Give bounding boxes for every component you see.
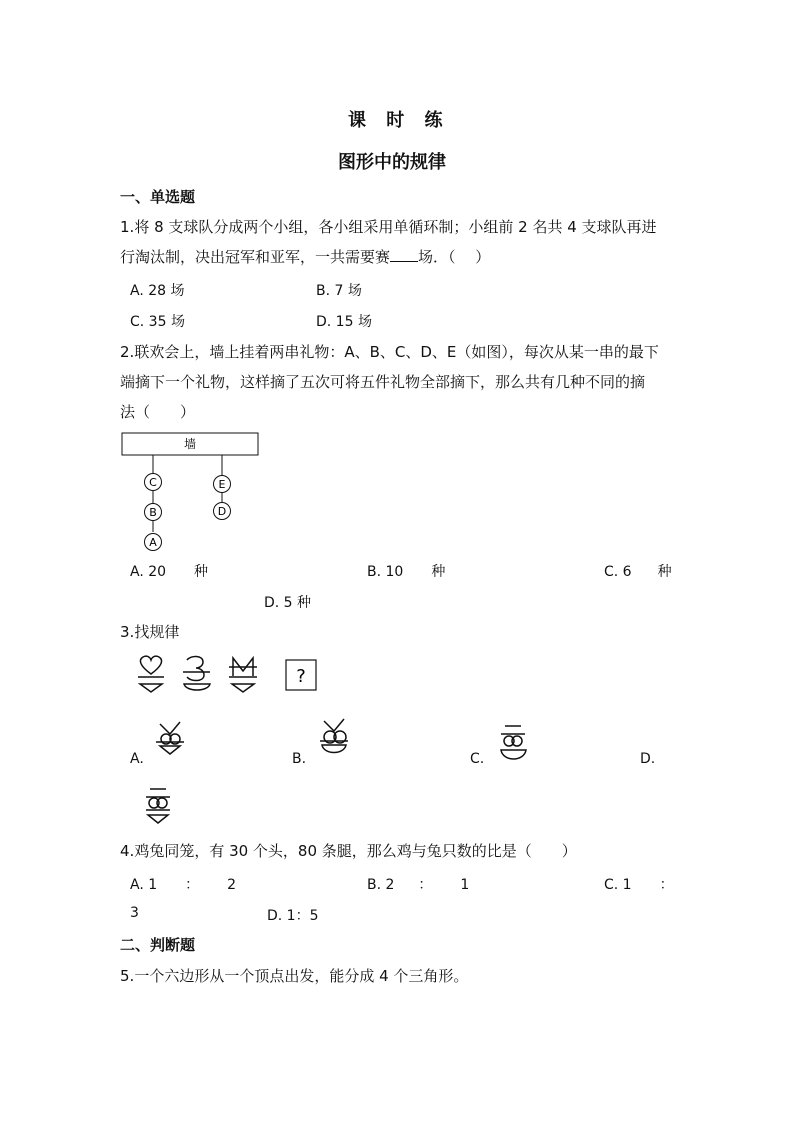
page-subtitle: 图形中的规律: [338, 152, 446, 173]
option-unit: 种: [431, 564, 446, 580]
option-d[interactable]: D. 15 场: [316, 314, 372, 330]
section-heading-single-choice: 一、单选题: [120, 188, 196, 206]
question-text: 将 8 支球队分成两个小组，各小组采用单循环制；小组前 2 名共 4 支球队再进: [134, 218, 657, 236]
question-4: [120, 836, 577, 866]
figure-three-symbol-icon: [183, 656, 210, 690]
question-text: 联欢会上，墙上挂着两串礼物：A、B、C、D、E（如图），每次从某一串的最下: [134, 343, 659, 361]
page-title: 课 时 练: [348, 110, 443, 131]
option-label: B. 10: [367, 564, 404, 580]
unknown-box: [286, 660, 316, 690]
question-number: 3.: [120, 623, 135, 641]
option-c[interactable]: C. 35 场: [130, 314, 185, 330]
question-text: 场．（ ）: [418, 248, 491, 266]
heart-symbol-icon: [138, 656, 164, 692]
option-a[interactable]: [130, 874, 236, 894]
option-unit: 种: [194, 564, 209, 580]
option-d-symbol-icon: [146, 789, 170, 823]
option-sep: ：: [185, 877, 200, 893]
option-c-continued: 3: [130, 905, 139, 921]
section-heading-true-false: 二、判断题: [120, 936, 196, 954]
question-number: 1.: [120, 218, 135, 236]
question-text: 一个六边形从一个顶点出发，能分成 4 个三角形。: [134, 967, 469, 985]
gift-b-label: B: [149, 506, 157, 519]
gift-a-label: A: [149, 536, 157, 549]
option-label: C. 6: [604, 564, 632, 580]
option-a[interactable]: A. 28 场: [130, 283, 185, 299]
question-text: 行淘汰制，决出冠军和亚军，一共需要赛: [120, 248, 391, 266]
gift-c-label: C: [149, 476, 157, 489]
question-2-line-2: 端摘下一个礼物，这样摘了五次可将五件礼物全部摘下，那么共有几种不同的摘: [120, 373, 646, 391]
question-number: 2.: [120, 343, 135, 361]
option-label: A. 20: [130, 564, 167, 580]
option-value: 1: [460, 877, 470, 893]
option-sep: ：: [659, 877, 674, 893]
question-number: 5.: [120, 967, 135, 985]
question-number: 4.: [120, 842, 135, 860]
m-symbol-icon: [229, 658, 257, 692]
option-b-symbol-icon: [320, 719, 348, 753]
option-label: B. 2: [367, 877, 395, 893]
option-c[interactable]: C.: [470, 751, 485, 767]
question-mark: ?: [296, 666, 306, 687]
option-c-symbol-icon: [501, 726, 526, 759]
option-unit: 种: [657, 564, 672, 580]
option-d[interactable]: D. 1：5: [267, 908, 319, 924]
wall-label: 墙: [183, 437, 197, 451]
option-b[interactable]: B.: [292, 751, 307, 767]
option-value: 2: [227, 877, 237, 893]
option-label: A. 1: [130, 877, 158, 893]
gift-e-label: E: [218, 478, 226, 491]
question-text: 找规律: [134, 623, 180, 641]
question-2-line-3: 法（ ）: [120, 403, 196, 421]
option-sep: ：: [418, 877, 433, 893]
option-b[interactable]: B. 7 场: [316, 283, 362, 299]
option-c[interactable]: [604, 874, 674, 894]
option-b[interactable]: [367, 874, 469, 894]
gift-d-label: D: [217, 505, 227, 518]
option-d[interactable]: D. 5 种: [264, 595, 312, 611]
question-5: [120, 961, 468, 991]
option-a-symbol-icon: [156, 722, 184, 754]
option-d[interactable]: D.: [640, 751, 656, 767]
option-a[interactable]: A.: [130, 751, 144, 767]
question-text: 鸡兔同笼，有 30 个头，80 条腿，那么鸡与兔只数的比是（ ）: [134, 842, 577, 860]
option-label: C. 1: [604, 877, 632, 893]
